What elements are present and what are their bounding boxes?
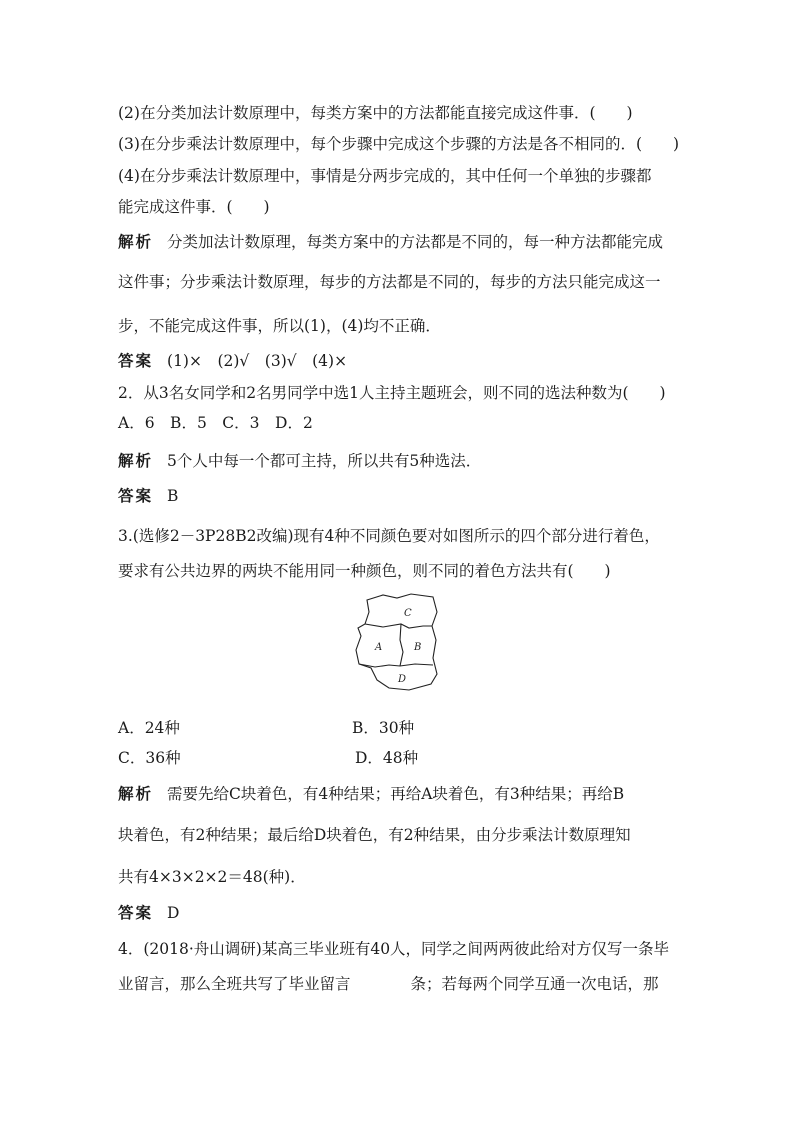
judgment-q4-line1: (4)在分步乘法计数原理中，事情是分两步完成的，其中任何一个单独的步骤都 <box>118 167 652 185</box>
problem2-options: A．6 B．5 C．3 D．2 <box>118 414 313 432</box>
problem3-stem-line1: 3.(选修2－3P28B2改编)现有4种不同颜色要对如图所示的四个部分进行着色， <box>118 527 660 545</box>
answer-label: 答案 <box>118 903 154 922</box>
judgment-q4-line2: 能完成这件事．( ) <box>118 198 270 216</box>
analysis-text: 5个人中每一个都可主持，所以共有5种选法． <box>167 452 482 470</box>
problem3-option-c: C．36种 <box>118 749 181 767</box>
problem4-text-after-blank: 条；若每两个同学互通一次电话，那 <box>410 975 659 993</box>
problem3-analysis-line2: 块着色，有2种结果；最后给D块着色，有2种结果，由分步乘法计数原理知 <box>118 826 631 844</box>
problem3-analysis-line3: 共有4×3×2×2＝48(种)． <box>118 868 306 886</box>
problem3-analysis-line1 <box>118 784 624 804</box>
analysis-label: 解析 <box>118 232 154 251</box>
answer-label: 答案 <box>118 351 154 370</box>
map-outline <box>356 594 437 690</box>
analysis-label: 解析 <box>118 784 154 803</box>
answer-label: 答案 <box>118 486 154 505</box>
answer-text: (1)× (2)√ (3)√ (4)× <box>167 352 348 370</box>
judgment-answer <box>118 351 347 371</box>
answer-text: D <box>167 904 180 922</box>
problem4-text-before-blank: 业留言，那么全班共写了毕业留言 <box>118 975 351 993</box>
problem4-stem-line2 <box>118 974 659 994</box>
judgment-analysis-line3: 步，不能完成这件事，所以(1)，(4)均不正确． <box>118 317 441 335</box>
judgment-analysis-line2: 这件事；分步乘法计数原理，每步的方法都是不同的，每步的方法只能完成这一 <box>118 273 661 291</box>
problem3-option-d: D．48种 <box>355 749 419 767</box>
analysis-text: 需要先给C块着色，有4种结果；再给A块着色，有3种结果；再给B <box>167 785 625 803</box>
judgment-analysis-line1 <box>118 232 663 252</box>
region-label-b: B <box>414 642 422 653</box>
problem2-analysis <box>118 451 481 471</box>
problem2-stem: 2．从3名女同学和2名男同学中选1人主持主题班会，则不同的选法种数为( ) <box>118 384 666 402</box>
problem3-option-b: B．30种 <box>352 719 415 737</box>
coloring-map-figure <box>353 590 441 695</box>
answer-text: B <box>167 487 179 505</box>
problem2-answer <box>118 486 178 506</box>
judgment-q3: (3)在分步乘法计数原理中，每个步骤中完成这个步骤的方法是各不相同的．( ) <box>118 135 680 153</box>
region-label-a: A <box>375 642 383 653</box>
problem4-stem-line1: 4．(2018·舟山调研)某高三毕业班有40人，同学之间两两彼此给对方仅写一条毕 <box>118 940 670 958</box>
border-c-ab <box>365 624 432 628</box>
problem3-answer <box>118 903 179 923</box>
region-label-c: C <box>404 608 412 619</box>
analysis-label: 解析 <box>118 451 154 470</box>
problem3-stem-line2: 要求有公共边界的两块不能用同一种颜色，则不同的着色方法共有( ) <box>118 562 611 580</box>
analysis-text: 分类加法计数原理，每类方案中的方法都是不同的，每一种方法都能完成 <box>167 233 664 251</box>
border-a-b <box>400 624 403 666</box>
judgment-q2: (2)在分类加法计数原理中，每类方案中的方法都能直接完成这件事．( ) <box>118 104 633 122</box>
border-ab-d <box>359 664 433 667</box>
problem3-option-a: A．24种 <box>118 719 180 737</box>
region-label-d: D <box>398 674 407 685</box>
